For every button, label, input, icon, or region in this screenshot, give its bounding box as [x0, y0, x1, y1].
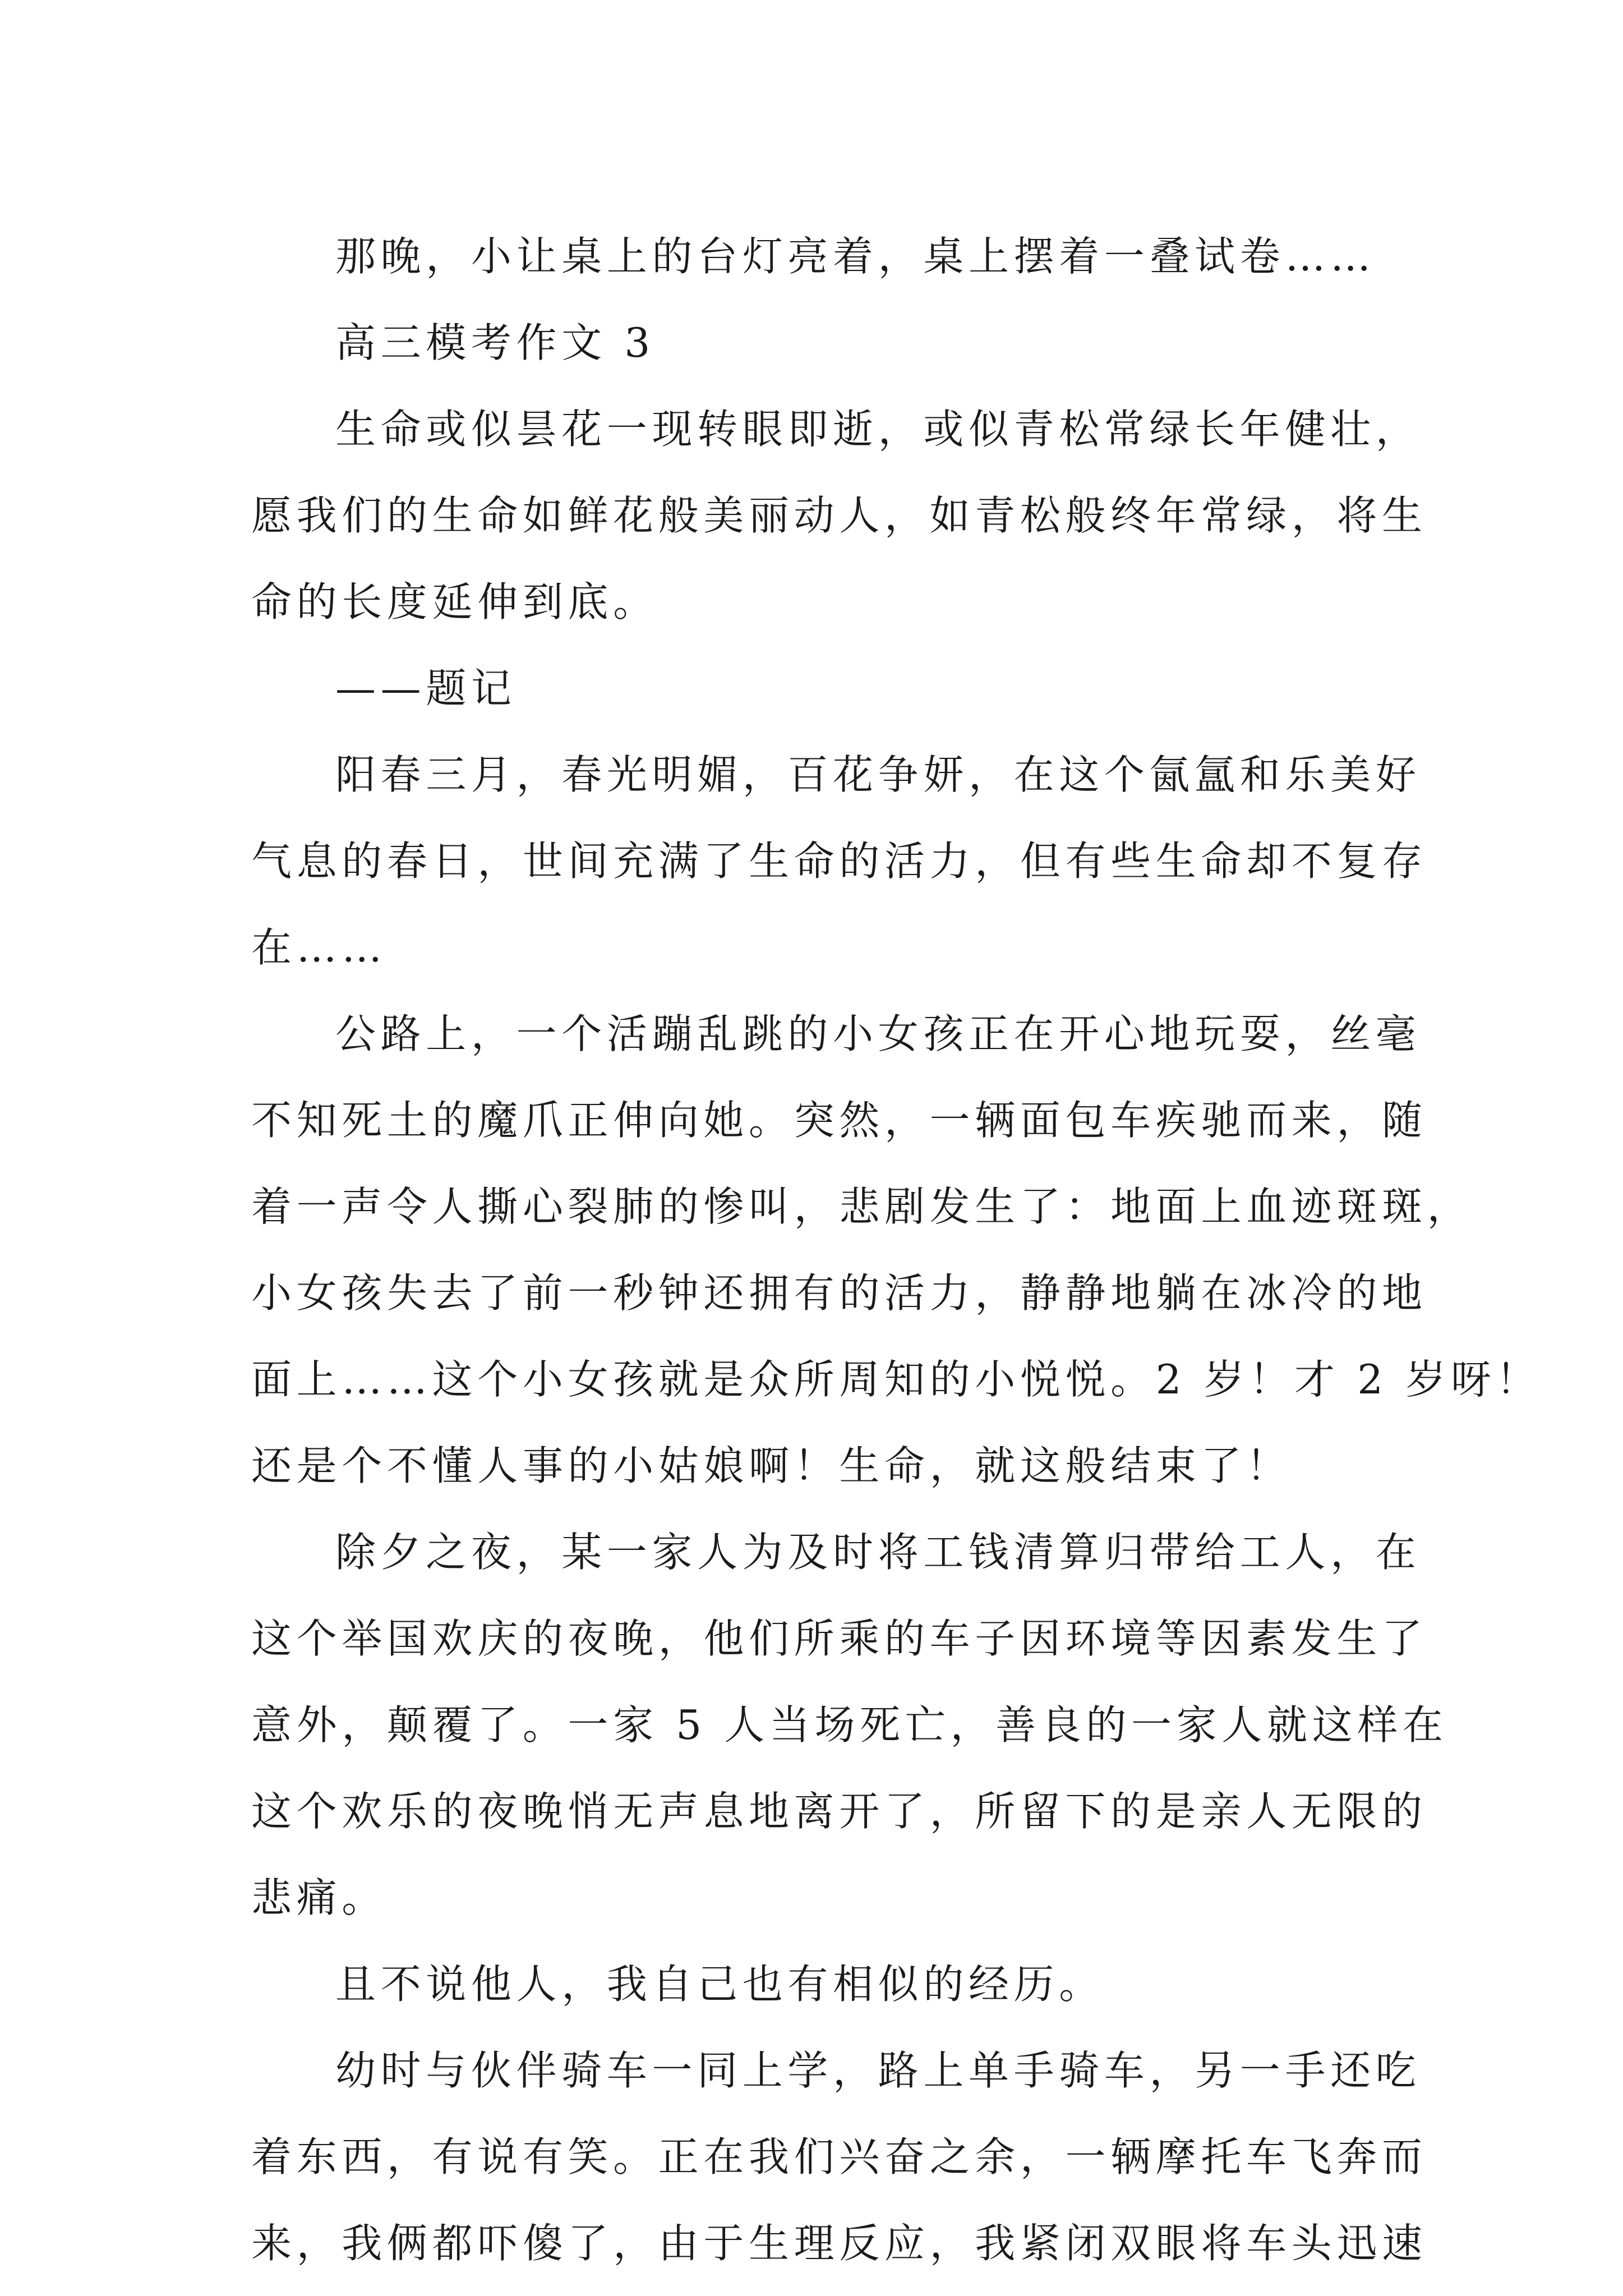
text-line: 愿我们的生命如鲜花般美丽动人，如青松般终年常绿，将生 [251, 492, 1427, 539]
text-line: 幼时与伙伴骑车一同上学，路上单手骑车，另一手还吃 [335, 2047, 1421, 2094]
text-line: 那晚，小让桌上的台灯亮着，桌上摆着一叠试卷…… [335, 233, 1376, 280]
text-line: 小女孩失去了前一秒钟还拥有的活力，静静地躺在冰冷的地 [251, 1269, 1427, 1317]
text-line: 这个欢乐的夜晚悄无声息地离开了，所留下的是亲人无限的 [251, 1788, 1427, 1835]
essay-body [251, 213, 1542, 2286]
essay-title: 高三模考作文 3 [335, 319, 655, 366]
text-line: 来，我俩都吓傻了，由于生理反应，我紧闭双眼将车头迅速 [251, 2220, 1427, 2267]
text-line: 阳春三月，春光明媚，百花争妍，在这个氤氲和乐美好 [335, 751, 1421, 798]
text-line: 气息的春日，世间充满了生命的活力，但有些生命却不复存 [251, 838, 1427, 885]
text-line: 还是个不懂人事的小姑娘啊！生命，就这般结束了！ [251, 1442, 1292, 1489]
text-line: 着东西，有说有笑。正在我们兴奋之余，一辆摩托车飞奔而 [251, 2133, 1427, 2180]
text-line: 意外，颠覆了。一家 5 人当场死亡，善良的一家人就这样在 [251, 1701, 1448, 1749]
text-line: 不知死土的魔爪正伸向她。突然，一辆面包车疾驰而来，随 [251, 1097, 1427, 1144]
epigraph-attribution: ——题记 [335, 665, 517, 712]
text-line: 在…… [251, 924, 387, 971]
text-line: 且不说他人，我自己也有相似的经历。 [335, 1961, 1104, 2008]
text-line: 命的长度延伸到底。 [251, 578, 658, 625]
text-line: 公路上，一个活蹦乱跳的小女孩正在开心地玩耍，丝毫 [335, 1010, 1421, 1057]
text-line: 面上……这个小女孩就是众所周知的小悦悦。2 岁！才 2 岁呀！ [251, 1356, 1542, 1403]
text-line: 生命或似昙花一现转眼即逝，或似青松常绿长年健壮， [335, 406, 1421, 453]
text-line: 这个举国欢庆的夜晚，他们所乘的车子因环境等因素发生了 [251, 1615, 1427, 1662]
text-line: 悲痛。 [251, 1874, 387, 1921]
text-line: 着一声令人撕心裂肺的惨叫，悲剧发生了：地面上血迹斑斑， [251, 1183, 1473, 1230]
text-line: 除夕之夜，某一家人为及时将工钱清算归带给工人，在 [335, 1529, 1421, 1576]
